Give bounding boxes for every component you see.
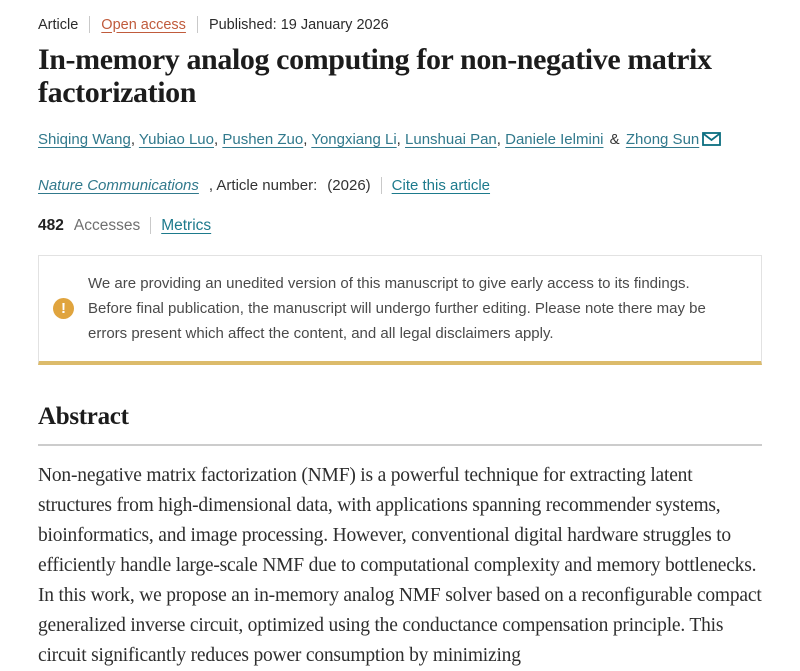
article-number-label: , Article number: — [208, 176, 318, 194]
published-label: Published: 19 January 2026 — [208, 16, 389, 33]
cite-this-article-link[interactable]: Cite this article — [391, 176, 491, 194]
author-separator: , — [396, 131, 401, 148]
open-access-link[interactable]: Open access — [101, 16, 186, 33]
author-separator: , — [496, 131, 501, 148]
accesses-count: 482 — [38, 216, 64, 234]
author-link[interactable]: Lunshuai Pan — [405, 131, 497, 148]
envelope-icon[interactable] — [702, 131, 721, 153]
article-title: In-memory analog computing for non-negative matrix factorization — [38, 43, 712, 109]
author-ampersand: & — [609, 131, 620, 148]
section-divider — [38, 444, 762, 446]
author-link-corresponding[interactable]: Zhong Sun — [625, 131, 700, 148]
author-separator: , — [303, 131, 308, 148]
author-link[interactable]: Yongxiang Li — [311, 131, 397, 148]
article-year: (2026) — [327, 176, 371, 194]
separator — [89, 16, 90, 33]
author-link[interactable]: Yubiao Luo — [138, 131, 214, 148]
abstract-heading: Abstract — [38, 402, 129, 430]
separator — [197, 16, 198, 33]
warning-icon: ! — [53, 298, 74, 319]
author-list — [38, 129, 762, 153]
author-separator: , — [130, 131, 136, 148]
author-link[interactable]: Daniele Ielmini — [505, 131, 604, 148]
separator — [150, 217, 151, 234]
journal-row — [38, 177, 762, 194]
unedited-manuscript-notice — [38, 255, 762, 365]
article-meta-row — [38, 16, 762, 33]
separator — [381, 177, 382, 194]
notice-text: We are providing an unedited version of this manuscript to give early access to its findings. Before final publication, the manuscript will undergo further editing. Please note there may be errors present which affect the content, and all legal disclaimers apply. — [88, 274, 706, 342]
metrics-link[interactable]: Metrics — [161, 216, 212, 234]
author-link[interactable]: Shiqing Wang — [38, 131, 131, 148]
author-separator: , — [214, 131, 219, 148]
published-date: 19 January 2026 — [280, 16, 389, 33]
article-type-label: Article — [38, 16, 79, 33]
accesses-label: Accesses — [73, 216, 141, 234]
author-link[interactable]: Pushen Zuo — [222, 131, 304, 148]
metrics-row — [38, 217, 762, 235]
journal-link[interactable]: Nature Communications — [38, 176, 199, 194]
abstract-paragraph: Non-negative matrix factorization (NMF) is a powerful technique for extracting latent structures from high-dimensional data, with applications spanning recommender systems, bioinformatics, and image processing. However, conventional digital hardware struggles to efficiently handle large-scale NMF due to computational complexity and memory bottlenecks. In this work, we propose an in-memory analog NMF solver based on a reconfigurable compact generalized inverse circuit, optimized using the conductance compensation principle. This circuit significantly reduces power consumption by minimizing — [38, 464, 762, 666]
abstract-section — [38, 403, 762, 671]
